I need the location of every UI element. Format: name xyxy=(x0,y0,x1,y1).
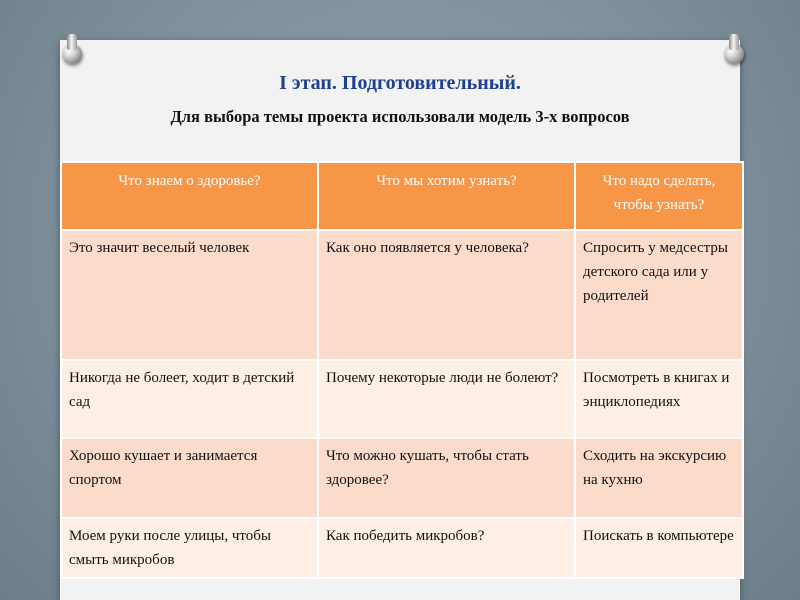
table-cell: Хорошо кушает и занимается спортом xyxy=(61,438,318,518)
table-row xyxy=(61,360,743,438)
table-cell: Почему некоторые люди не болеют? xyxy=(318,360,575,438)
table-cell: Как победить микробов? xyxy=(318,518,575,578)
table-cell: Это значит веселый человек xyxy=(61,230,318,360)
pushpin-icon xyxy=(724,44,744,64)
table-cell: Никогда не болеет, ходит в детский сад xyxy=(61,360,318,438)
header-cell-want: Что мы хотим узнать? xyxy=(318,162,575,230)
table-cell: Сходить на экскурсию на кухню xyxy=(575,438,743,518)
table-cell: Поискать в компьютере xyxy=(575,518,743,578)
table-cell: Моем руки после улицы, чтобы смыть микробов xyxy=(61,518,318,578)
header-cell-todo: Что надо сделать, чтобы узнать? xyxy=(575,162,743,230)
table-row xyxy=(61,230,743,360)
table-cell: Спросить у медсестры детского сада или у родителей xyxy=(575,230,743,360)
three-questions-table xyxy=(60,161,744,579)
table-cell: Как оно появляется у человека? xyxy=(318,230,575,360)
slide-subtitle: Для выбора темы проекта использовали модель 3-х вопросов xyxy=(170,107,630,126)
slide-title: I этап. Подготовительный. xyxy=(279,72,521,94)
table-row xyxy=(61,438,743,518)
table-cell: Посмотреть в книгах и энциклопедиях xyxy=(575,360,743,438)
table-header-row xyxy=(61,162,743,230)
table-cell: Что можно кушать, чтобы стать здоровее? xyxy=(318,438,575,518)
pushpin-icon xyxy=(62,44,82,64)
header-cell-know: Что знаем о здоровье? xyxy=(61,162,318,230)
table-row xyxy=(61,518,743,578)
